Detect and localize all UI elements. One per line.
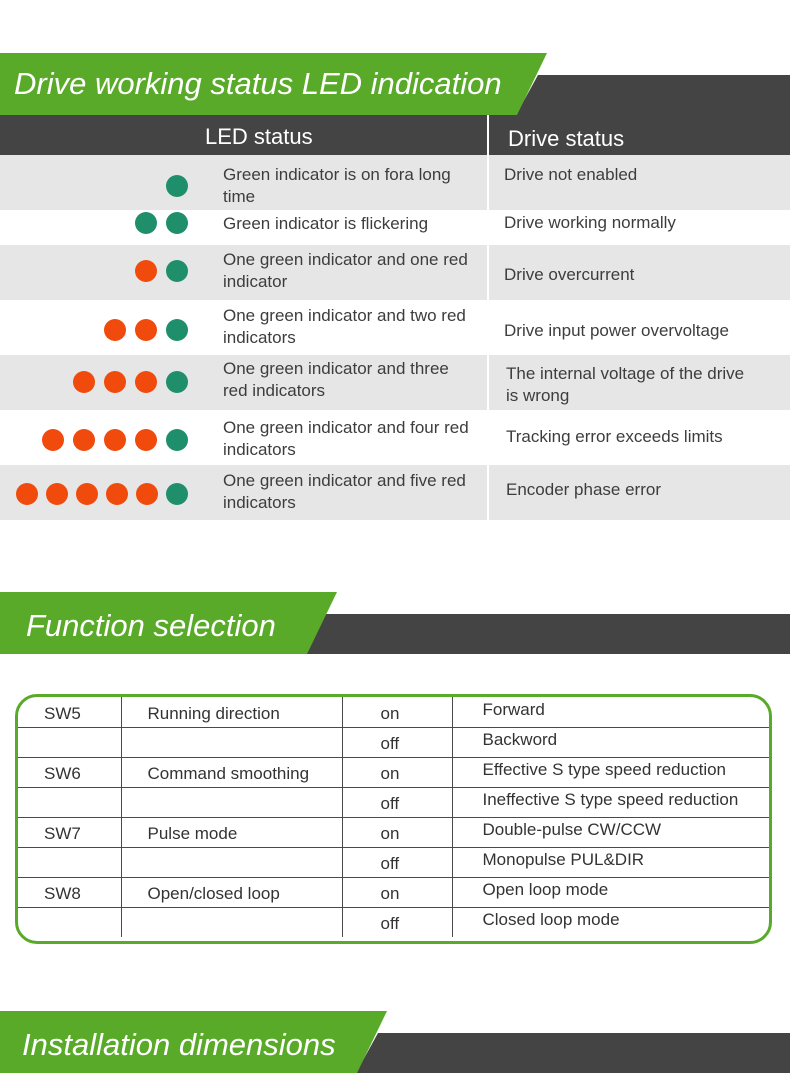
led-row [0, 355, 790, 410]
green-led-icon [166, 175, 188, 197]
led-table-header [0, 115, 790, 155]
state-cell [342, 817, 452, 847]
state-cell [342, 907, 452, 937]
function-section-title: Function selection [26, 608, 276, 643]
result-cell [452, 907, 769, 937]
red-led-icon [106, 483, 128, 505]
result-cell [452, 877, 769, 907]
state-label: on [380, 764, 400, 783]
led-row [0, 210, 790, 245]
install-section-banner [0, 1011, 790, 1073]
state-label: off [380, 734, 400, 753]
row-divider [487, 210, 489, 245]
red-led-icon [136, 483, 158, 505]
function-selection-table [15, 694, 772, 944]
result-label: Backword [482, 730, 558, 749]
switch-cell [18, 787, 121, 817]
result-label: Ineffective S type speed reduction [482, 790, 739, 809]
row-divider [487, 155, 489, 210]
state-cell [342, 877, 452, 907]
state-cell [342, 697, 452, 727]
red-led-icon [76, 483, 98, 505]
result-label: Forward [482, 699, 545, 719]
result-label: Double-pulse CW/CCW [482, 820, 662, 839]
table-row [18, 877, 769, 907]
state-label: on [380, 884, 400, 903]
result-cell [452, 817, 769, 847]
result-cell [452, 847, 769, 877]
led-row [0, 410, 790, 465]
drive-status: Drive not enabled [504, 165, 638, 184]
switch-label: SW6 [44, 764, 81, 783]
result-label: Effective S type speed reduction [482, 760, 727, 779]
install-section-title: Installation dimensions [22, 1027, 336, 1062]
green-led-icon [166, 319, 188, 341]
green-led-icon [166, 371, 188, 393]
table-row [18, 907, 769, 937]
led-status-table [0, 115, 790, 520]
state-label: on [380, 703, 400, 723]
state-cell [342, 847, 452, 877]
red-led-icon [135, 429, 157, 451]
row-divider [487, 245, 489, 300]
function-cell [121, 727, 342, 757]
red-led-icon [104, 319, 126, 341]
result-label: Closed loop mode [482, 910, 620, 930]
led-indicator-group [104, 319, 188, 341]
function-cell [121, 757, 342, 787]
result-cell [452, 697, 769, 727]
led-section-banner [0, 53, 790, 115]
header-divider [487, 115, 489, 155]
table-row [18, 697, 769, 727]
led-row [0, 300, 790, 355]
result-cell [452, 757, 769, 787]
row-divider [487, 355, 489, 410]
led-row [0, 245, 790, 300]
result-label: Monopulse PUL&DIR [482, 850, 645, 869]
led-indicator-group [166, 175, 188, 197]
led-description: One green indicator and four red indicators [223, 418, 469, 459]
red-led-icon [135, 371, 157, 393]
state-cell [342, 787, 452, 817]
result-cell [452, 787, 769, 817]
table-row [18, 847, 769, 877]
red-led-icon [73, 429, 95, 451]
function-label: Command smoothing [147, 764, 310, 783]
table-row [18, 787, 769, 817]
function-label: Running direction [147, 703, 280, 723]
state-label: off [380, 854, 400, 873]
table-row [18, 817, 769, 847]
function-cell [121, 877, 342, 907]
red-led-icon [104, 371, 126, 393]
led-indicator-group [135, 260, 188, 282]
red-led-icon [73, 371, 95, 393]
function-cell [121, 847, 342, 877]
drive-status-header: Drive status [508, 126, 625, 151]
red-led-icon [42, 429, 64, 451]
green-led-icon [166, 483, 188, 505]
function-cell [121, 817, 342, 847]
drive-status: Drive overcurrent [504, 265, 635, 284]
led-description: Green indicator is flickering [223, 214, 429, 233]
state-label: off [380, 794, 400, 813]
green-led-icon [166, 429, 188, 451]
led-description: One green indicator and five red indicators [223, 471, 466, 512]
led-description: One green indicator and two red indicators [223, 306, 466, 347]
result-cell [452, 727, 769, 757]
table-row [18, 727, 769, 757]
switch-cell [18, 817, 121, 847]
red-led-icon [46, 483, 68, 505]
switch-cell [18, 757, 121, 787]
led-status-header: LED status [205, 124, 313, 149]
function-section-banner [0, 592, 790, 654]
drive-status: Encoder phase error [506, 480, 661, 499]
led-indicator-group [42, 429, 188, 451]
drive-status: Drive input power overvoltage [504, 321, 729, 340]
led-indicator-group [16, 483, 188, 505]
result-label: Open loop mode [482, 880, 609, 899]
led-section-title: Drive working status LED indication [14, 66, 502, 101]
state-cell [342, 757, 452, 787]
switch-label: SW7 [44, 824, 81, 843]
led-row [0, 465, 790, 520]
switch-label: SW5 [44, 703, 81, 723]
switch-cell [18, 907, 121, 937]
row-divider [487, 300, 489, 355]
red-led-icon [135, 319, 157, 341]
led-indicator-group [135, 212, 188, 234]
row-divider [487, 410, 489, 465]
red-led-icon [16, 483, 38, 505]
led-description: One green indicator and one red indicator [223, 250, 468, 291]
function-label: Pulse mode [147, 824, 238, 843]
switch-cell [18, 847, 121, 877]
switch-cell [18, 727, 121, 757]
led-indicator-group [73, 371, 188, 393]
drive-status: Drive working normally [504, 213, 676, 232]
green-led-icon [135, 212, 157, 234]
led-row [0, 155, 790, 210]
red-led-icon [104, 429, 126, 451]
green-led-icon [166, 212, 188, 234]
green-led-icon [166, 260, 188, 282]
function-label: Open/closed loop [147, 884, 280, 903]
switch-cell [18, 877, 121, 907]
function-table [18, 697, 769, 937]
switch-label: SW8 [44, 884, 81, 903]
banner-dark-bar [304, 614, 790, 654]
red-led-icon [135, 260, 157, 282]
state-label: on [380, 824, 400, 843]
function-cell [121, 697, 342, 727]
table-row [18, 757, 769, 787]
state-cell [342, 727, 452, 757]
drive-status: Tracking error exceeds limits [506, 427, 723, 446]
led-description: One green indicator and three red indicators [223, 359, 449, 400]
row-divider [487, 465, 489, 520]
function-cell [121, 787, 342, 817]
function-cell [121, 907, 342, 937]
drive-status: The internal voltage of the drive is wrong [506, 364, 745, 405]
banner-dark-bar [356, 1033, 790, 1073]
banner-dark-bar [516, 75, 790, 115]
switch-cell [18, 697, 121, 727]
state-label: off [380, 914, 400, 934]
led-description: Green indicator is on fora long time [223, 165, 451, 206]
